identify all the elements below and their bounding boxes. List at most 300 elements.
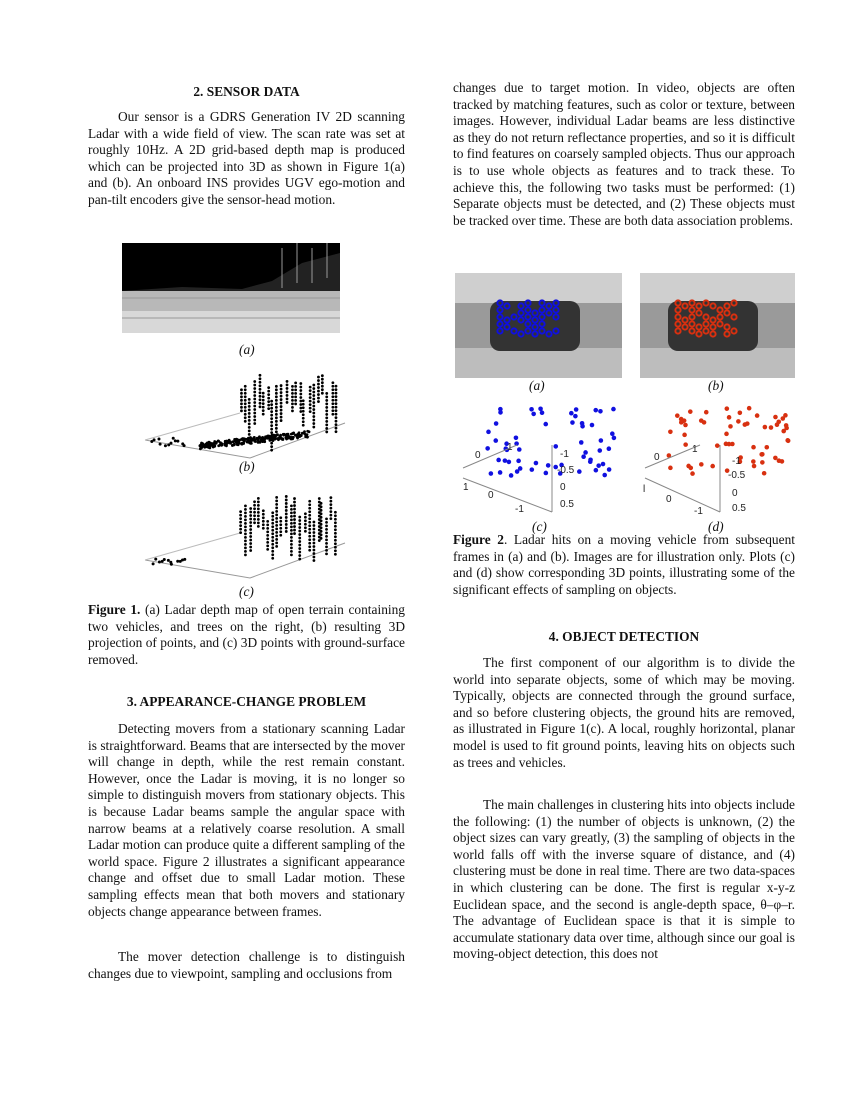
data-point — [494, 421, 499, 426]
figure1b-3d-points — [140, 368, 355, 463]
point — [331, 402, 334, 405]
point — [298, 530, 301, 533]
point — [309, 403, 312, 406]
point — [291, 399, 294, 402]
data-point — [763, 425, 768, 430]
point — [250, 439, 253, 442]
data-point — [736, 419, 741, 424]
data-point — [593, 408, 598, 413]
point — [275, 395, 278, 398]
point — [306, 436, 309, 439]
point — [334, 546, 337, 549]
point — [325, 406, 328, 409]
point — [313, 538, 316, 541]
point — [262, 399, 265, 402]
point — [280, 409, 283, 412]
figure2-label-b: (b) — [708, 378, 724, 393]
point — [275, 392, 278, 395]
point — [320, 533, 323, 536]
data-point — [574, 407, 579, 412]
point — [259, 395, 262, 398]
point — [244, 420, 247, 423]
point — [262, 392, 265, 395]
ground — [455, 348, 622, 378]
point — [285, 509, 288, 512]
point — [159, 443, 162, 446]
point — [275, 538, 278, 541]
point — [313, 552, 316, 555]
point — [299, 400, 302, 403]
point — [298, 526, 301, 529]
point — [290, 532, 293, 535]
point — [331, 409, 334, 412]
data-point — [764, 445, 769, 450]
point — [279, 530, 282, 533]
point — [275, 420, 278, 423]
point — [308, 503, 311, 506]
data-point — [515, 469, 520, 474]
point — [176, 440, 179, 443]
point — [313, 521, 316, 524]
data-point — [573, 414, 578, 419]
data-point — [498, 410, 503, 415]
point — [296, 435, 299, 438]
point — [248, 426, 251, 429]
point — [275, 503, 278, 506]
point — [275, 499, 278, 502]
point — [302, 410, 305, 413]
point — [325, 413, 328, 416]
point — [275, 541, 278, 544]
data-point — [486, 430, 491, 435]
point — [325, 535, 328, 538]
point — [331, 406, 334, 409]
point — [257, 504, 260, 507]
data-point — [786, 438, 791, 443]
point — [278, 437, 281, 440]
section-heading-sensor-data: 2. SENSOR DATA — [193, 84, 300, 99]
point — [249, 542, 252, 545]
data-point — [601, 462, 606, 467]
point — [313, 559, 316, 562]
point — [309, 393, 312, 396]
point — [325, 431, 328, 434]
data-point — [611, 407, 616, 412]
point — [266, 541, 269, 544]
point — [274, 437, 277, 440]
point — [329, 503, 332, 506]
data-point — [517, 447, 522, 452]
data-point — [690, 471, 695, 476]
point — [313, 528, 316, 531]
point — [286, 401, 289, 404]
point — [266, 523, 269, 526]
data-point — [728, 424, 733, 429]
point — [271, 529, 274, 532]
point — [303, 430, 306, 433]
point — [299, 407, 302, 410]
point — [270, 417, 273, 420]
point — [244, 533, 247, 536]
data-point — [569, 411, 574, 416]
point — [285, 520, 288, 523]
data-point — [762, 471, 767, 476]
point — [235, 441, 238, 444]
data-point — [531, 412, 536, 417]
point — [308, 514, 311, 517]
data-point — [752, 464, 757, 469]
figure2-label-a: (a) — [529, 378, 545, 393]
point — [308, 549, 311, 552]
point — [244, 406, 247, 409]
point — [299, 396, 302, 399]
data-point — [583, 450, 588, 455]
point — [321, 381, 324, 384]
point — [312, 398, 315, 401]
point — [240, 409, 243, 412]
point — [172, 437, 175, 440]
point — [320, 502, 323, 505]
point — [325, 521, 328, 524]
point — [242, 442, 245, 445]
point — [308, 545, 311, 548]
paragraph-sensor — [88, 109, 405, 209]
point — [325, 420, 328, 423]
point — [308, 535, 311, 538]
point — [294, 403, 297, 406]
point — [321, 385, 324, 388]
point — [284, 436, 287, 439]
point — [302, 403, 305, 406]
data-point — [760, 460, 765, 465]
point — [259, 402, 262, 405]
point — [329, 514, 332, 517]
point — [262, 395, 265, 398]
data-point — [514, 435, 519, 440]
point — [266, 520, 269, 523]
point — [249, 528, 252, 531]
point — [271, 525, 274, 528]
data-point — [493, 438, 498, 443]
data-point — [496, 458, 501, 463]
point — [298, 533, 301, 536]
point — [290, 539, 293, 542]
point — [253, 511, 256, 514]
point — [270, 442, 273, 445]
point — [267, 386, 270, 389]
point — [249, 532, 252, 535]
point — [308, 542, 311, 545]
point — [317, 376, 320, 379]
point — [244, 409, 247, 412]
data-point — [727, 442, 732, 447]
point — [291, 409, 294, 412]
point — [293, 504, 296, 507]
point — [325, 528, 328, 531]
point — [312, 426, 315, 429]
point — [154, 558, 157, 561]
point — [291, 406, 294, 409]
data-point — [534, 461, 539, 466]
point — [308, 524, 311, 527]
point — [253, 384, 256, 387]
point — [244, 547, 247, 550]
data-point — [516, 459, 521, 464]
point — [249, 535, 252, 538]
point — [299, 389, 302, 392]
point — [244, 399, 247, 402]
point — [282, 434, 285, 437]
point — [308, 531, 311, 534]
point — [275, 517, 278, 520]
data-point — [773, 456, 778, 461]
point — [308, 521, 311, 524]
point — [285, 499, 288, 502]
point — [286, 398, 289, 401]
paragraph-text: The main challenges in clustering hits into objects include the following: (1) the number of objects is unknown, (2) the object sizes can vary greatly, (3) the sampling of objects in the world falls off with the inverse square of distance, and (4) clustering must be done in real time. There are two data-spaces in which clustering can be done. The first is regular x-y-z Euclidean space, and the second is angle-depth space, θ–φ–r. The advantage of Euclidean space is that it is simple to accumulate stationary data over time, although since our goal is moving-object detection, this does not — [453, 797, 795, 962]
data-point — [546, 463, 551, 468]
point — [244, 515, 247, 518]
point — [331, 399, 334, 402]
point — [318, 497, 321, 500]
point — [244, 413, 247, 416]
point — [320, 512, 323, 515]
point — [271, 553, 274, 556]
point — [209, 442, 212, 445]
point — [248, 412, 251, 415]
point — [266, 527, 269, 530]
data-point — [715, 443, 720, 448]
point — [320, 505, 323, 508]
data-points — [667, 406, 791, 476]
point — [164, 444, 167, 447]
data-point — [783, 413, 788, 418]
point — [302, 406, 305, 409]
point — [244, 529, 247, 532]
point — [275, 385, 278, 388]
point — [239, 521, 242, 524]
point — [279, 527, 282, 530]
ground — [640, 348, 795, 378]
point — [260, 437, 263, 440]
point — [270, 421, 273, 424]
point — [299, 403, 302, 406]
point — [325, 542, 328, 545]
figure1a-depth-map — [122, 243, 340, 333]
point — [244, 536, 247, 539]
point — [313, 524, 316, 527]
point — [298, 547, 301, 550]
point — [275, 423, 278, 426]
point — [304, 523, 307, 526]
data-point — [599, 438, 604, 443]
point — [293, 532, 296, 535]
point — [290, 504, 293, 507]
point — [253, 514, 256, 517]
point — [331, 395, 334, 398]
point — [329, 510, 332, 513]
data-point — [607, 446, 612, 451]
figure1-caption — [88, 602, 405, 668]
point — [308, 538, 311, 541]
data-point — [602, 473, 607, 478]
point — [334, 511, 337, 514]
point — [271, 511, 274, 514]
point — [312, 394, 315, 397]
point — [257, 514, 260, 517]
point — [298, 544, 301, 547]
point — [304, 519, 307, 522]
point — [320, 523, 323, 526]
point — [331, 392, 334, 395]
data-point — [507, 460, 512, 465]
point — [325, 410, 328, 413]
point — [290, 546, 293, 549]
point — [313, 542, 316, 545]
point — [334, 528, 337, 531]
point — [312, 401, 315, 404]
point — [294, 382, 297, 385]
point — [335, 423, 338, 426]
point — [183, 444, 186, 447]
point — [275, 520, 278, 523]
tick: 0 — [666, 494, 672, 505]
point — [312, 415, 315, 418]
point — [302, 399, 305, 402]
data-point — [710, 464, 715, 469]
point — [335, 430, 338, 433]
point — [313, 531, 316, 534]
point — [169, 442, 172, 445]
point — [285, 530, 288, 533]
point — [262, 406, 265, 409]
data-point — [577, 469, 582, 474]
data-point — [610, 431, 615, 436]
data-point — [699, 418, 704, 423]
point — [272, 439, 275, 442]
point — [335, 385, 338, 388]
caption-label: Figure 1. — [88, 602, 141, 617]
point — [325, 545, 328, 548]
data-point — [781, 429, 786, 434]
point — [298, 537, 301, 540]
point — [312, 387, 315, 390]
point — [325, 524, 328, 527]
caption-text: . Ladar hits on a moving vehicle from subsequent frames in (a) and (b). Images are for illustration only. Plots (c) and (d) show corresponding 3D points, illustrating some of the significant effects of sampling on objects. — [453, 532, 795, 597]
point — [325, 399, 328, 402]
point — [331, 381, 334, 384]
tick: -0.5 — [557, 465, 575, 476]
point — [249, 507, 252, 510]
point — [249, 546, 252, 549]
figure1c-3d-points — [140, 488, 355, 583]
point — [244, 512, 247, 515]
point — [262, 413, 265, 416]
point — [279, 520, 282, 523]
point — [253, 504, 256, 507]
point — [325, 424, 328, 427]
data-point — [727, 415, 732, 420]
point — [321, 378, 324, 381]
point — [317, 397, 320, 400]
point — [285, 527, 288, 530]
point — [334, 553, 337, 556]
point — [320, 519, 323, 522]
data-point — [675, 413, 680, 418]
point — [312, 422, 315, 425]
point — [257, 441, 260, 444]
point — [306, 430, 309, 433]
point — [318, 539, 321, 542]
point — [244, 505, 247, 508]
data-point — [596, 463, 601, 468]
point — [309, 386, 312, 389]
point — [249, 511, 252, 514]
point — [244, 522, 247, 525]
point — [325, 417, 328, 420]
point — [239, 531, 242, 534]
point — [291, 385, 294, 388]
point — [304, 516, 307, 519]
point — [334, 525, 337, 528]
data-point — [759, 452, 764, 457]
point — [249, 514, 252, 517]
point — [244, 554, 247, 557]
point — [290, 518, 293, 521]
point — [203, 446, 206, 449]
point — [308, 517, 311, 520]
point — [329, 517, 332, 520]
point — [313, 535, 316, 538]
tick: -1 — [732, 456, 741, 467]
point — [272, 434, 275, 437]
point — [239, 528, 242, 531]
point — [271, 518, 274, 521]
point — [244, 385, 247, 388]
point — [280, 398, 283, 401]
data-point — [688, 409, 693, 414]
data-point — [581, 454, 586, 459]
data-point — [755, 413, 760, 418]
data-point — [683, 442, 688, 447]
data-point — [570, 420, 575, 425]
point — [215, 441, 218, 444]
point — [157, 438, 160, 441]
tick: -0.5 — [728, 470, 746, 481]
point — [291, 392, 294, 395]
point — [290, 511, 293, 514]
point — [257, 500, 260, 503]
point — [257, 518, 260, 521]
point — [285, 495, 288, 498]
point — [262, 527, 265, 530]
paragraph-appearance-1 — [88, 721, 405, 920]
point — [174, 439, 177, 442]
point — [320, 509, 323, 512]
point — [302, 420, 305, 423]
figure2d-3d-plot — [640, 400, 800, 515]
point — [335, 409, 338, 412]
point — [293, 511, 296, 514]
point — [270, 428, 273, 431]
point — [285, 502, 288, 505]
point — [275, 413, 278, 416]
data-point — [784, 423, 789, 428]
point — [304, 512, 307, 515]
point — [217, 444, 220, 447]
data-points — [485, 407, 616, 478]
point — [294, 392, 297, 395]
